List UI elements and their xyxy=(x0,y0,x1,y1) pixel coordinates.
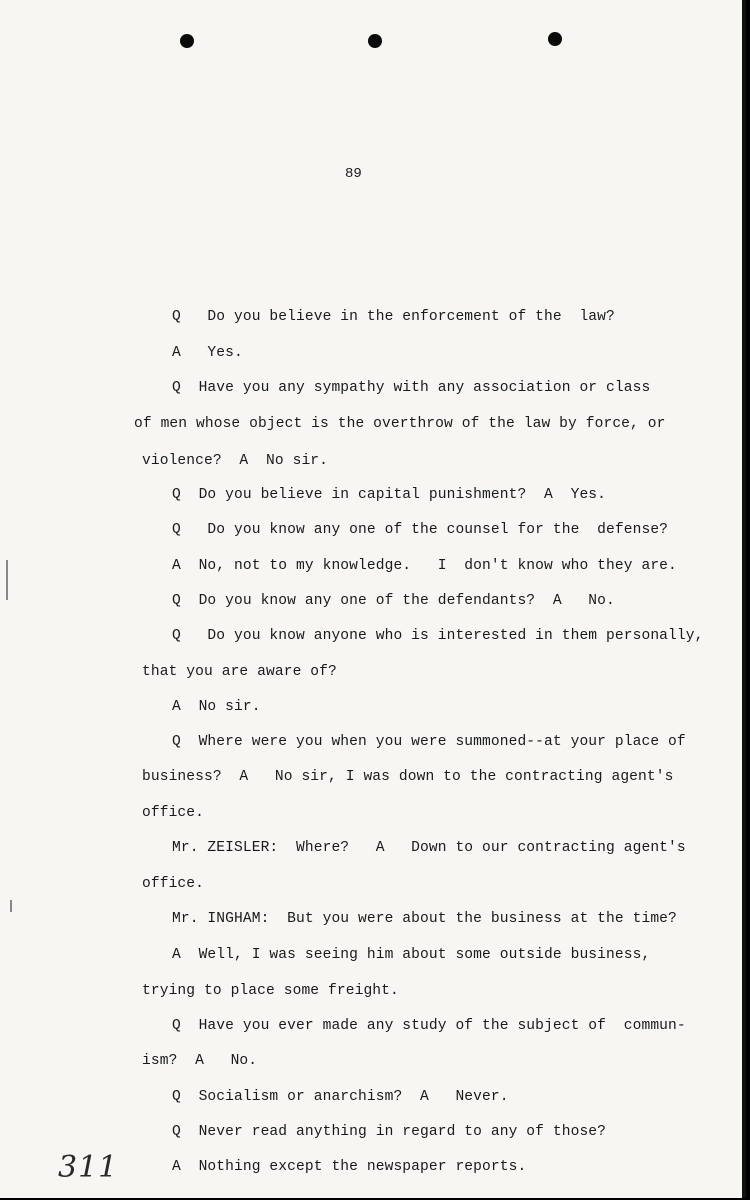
transcript-line: Q Where were you when you were summoned--at your place of xyxy=(172,734,686,750)
left-edge-mark xyxy=(6,560,8,600)
transcript-line: Q Never read anything in regard to any of those? xyxy=(172,1124,607,1140)
transcript-line: office. xyxy=(142,805,205,821)
transcript-line: ism? A No. xyxy=(142,1053,258,1069)
transcript-line: A No sir. xyxy=(172,699,261,715)
transcript-line: Mr. ZEISLER: Where? A Down to our contracting agent's xyxy=(172,840,686,856)
punch-hole-left xyxy=(180,34,194,48)
transcript-line: A No, not to my knowledge. I don't know who they are. xyxy=(172,558,677,574)
page-number: 89 xyxy=(345,166,362,182)
transcript-line: of men whose object is the overthrow of the law by force, or xyxy=(134,416,666,432)
transcript-line: violence? A No sir. xyxy=(142,453,329,469)
transcript-line: Q Do you believe in capital punishment? A Yes. xyxy=(172,487,607,503)
transcript-line: Q Do you know any one of the counsel for the defense? xyxy=(172,522,669,538)
transcript-line: trying to place some freight. xyxy=(142,983,399,999)
transcript-line: Q Do you believe in the enforcement of the law? xyxy=(172,309,615,325)
transcript-line: A Nothing except the newspaper reports. xyxy=(172,1159,527,1175)
transcript-line: that you are aware of? xyxy=(142,664,337,680)
transcript-line: Q Do you know any one of the defendants? A No. xyxy=(172,593,615,609)
transcript-line: A Well, I was seeing him about some outside business, xyxy=(172,947,651,963)
transcript-line: office. xyxy=(142,876,205,892)
transcript-line: Q Do you know anyone who is interested in them personally, xyxy=(172,628,704,644)
transcript-line: A Yes. xyxy=(172,345,243,361)
transcript-line: Mr. INGHAM: But you were about the business at the time? xyxy=(172,911,677,927)
transcript-line: Q Have you ever made any study of the subject of commun- xyxy=(172,1018,686,1034)
punch-hole-center xyxy=(368,34,382,48)
transcript-line: Q Socialism or anarchism? A Never. xyxy=(172,1089,509,1105)
transcript-line: Q Have you any sympathy with any association or class xyxy=(172,380,651,396)
punch-hole-right xyxy=(548,32,562,46)
handwritten-page-number: 311 xyxy=(58,1150,119,1185)
transcript-line: business? A No sir, I was down to the contracting agent's xyxy=(142,769,674,785)
left-edge-mark-2 xyxy=(10,900,12,912)
